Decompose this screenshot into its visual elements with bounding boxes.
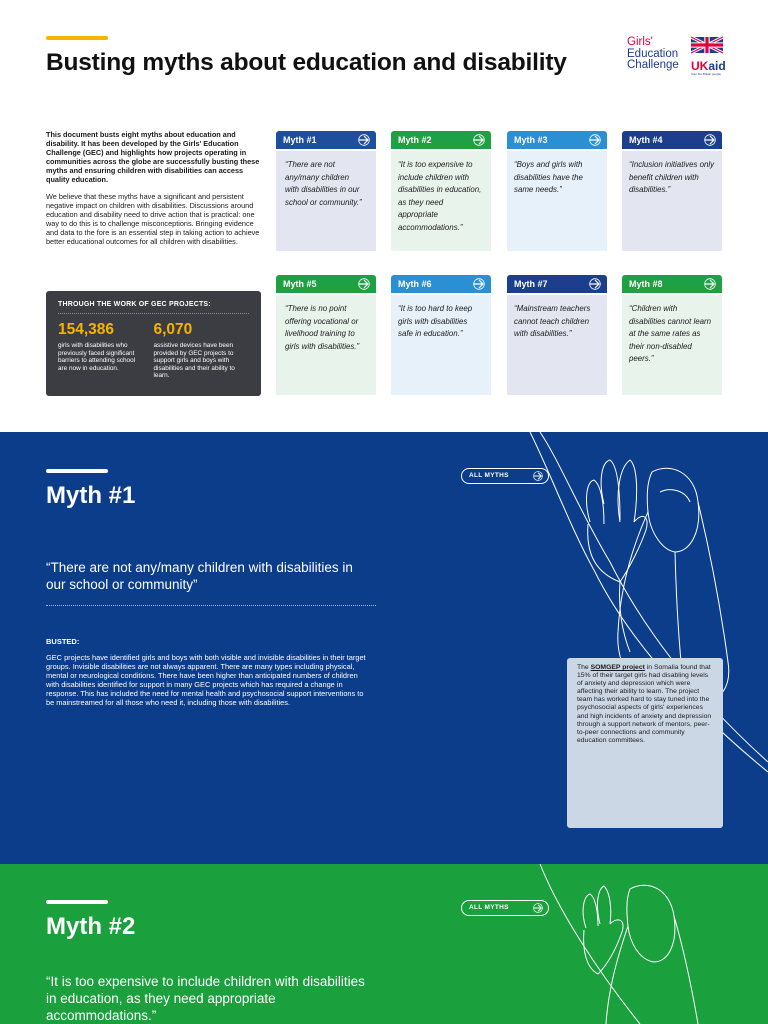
intro-text — [46, 130, 264, 246]
myth-card-8[interactable] — [622, 275, 722, 395]
arrow-right-icon — [589, 134, 601, 146]
arrow-right-icon — [473, 134, 485, 146]
busted-text: GEC projects have identified girls and boys with both visible and invisible disabilities in their target groups. Invisible disabilities are not always apparent. There are many types including physical, mental or neurological conditions. There have been higher than anticipated numbers of children with disabilities identified for support in many GEC projects which has required a change in response. This has included the need for mental health and psychosocial support interventions to be mainstreamed for all those who need it, including those with disabilities. — [46, 653, 366, 707]
myth-card-quote: “There are not any/many children with disabilities in our school or community.” — [276, 151, 376, 251]
myth-card-6[interactable] — [391, 275, 491, 395]
raised-hand-line-art — [480, 864, 768, 1024]
myth-2-quote: “It is too expensive to include children with disabilities in education, as they need appropriate accommodations.” — [46, 974, 365, 1023]
section-accent-bar — [46, 900, 108, 904]
somgep-project-link[interactable]: SOMGEP project — [590, 664, 645, 671]
union-flag-icon — [691, 36, 723, 54]
myth-1-quote: “There are not any/many children with disabilities in our school or community” — [46, 560, 353, 592]
myth-1-section — [0, 432, 768, 864]
all-myths-button[interactable]: ALL MYTHS — [461, 900, 549, 916]
myth-card-quote: “Boys and girls with disabilities have the same needs.” — [507, 151, 607, 251]
myth-card-header: Myth #4 — [622, 131, 722, 149]
myth-card-quote: “It is too expensive to include children with disabilities in education, as they need appropriate accommodations.” — [391, 151, 491, 251]
section-accent-bar — [46, 469, 108, 473]
case-study-box: The SOMGEP project in Somalia found that 15% of their target girls had disabling levels of anxiety and depression which were affecting their ability to learn. The project team has worked hard to stay tuned into the psychosocial aspects of girls' experiences and high incidents of anxiety and depression through a support network of mentors, peer-to-peer connections and community education committees. — [567, 658, 723, 828]
myth-card-7[interactable] — [507, 275, 607, 395]
myth-card-header: Myth #2 — [391, 131, 491, 149]
all-myths-button[interactable]: ALL MYTHS — [461, 468, 549, 484]
myth-card-header: Myth #7 — [507, 275, 607, 293]
myth-card-2[interactable] — [391, 131, 491, 251]
arrow-right-icon — [358, 278, 370, 290]
myth-card-header: Myth #5 — [276, 275, 376, 293]
myth-card-quote: “There is no point offering vocational or livelihood training to girls with disabilities.” — [276, 295, 376, 395]
gec-logo: Girls' Education Challenge — [627, 36, 679, 71]
title-accent-bar — [46, 36, 108, 40]
myth-card-header: Myth #3 — [507, 131, 607, 149]
myth-card-5[interactable] — [276, 275, 376, 395]
myth-card-4[interactable] — [622, 131, 722, 251]
stat-devices: 6,070 assistive devices have been provided by GEC projects to support girls and boys with disabilities and their ability to learn. — [153, 321, 235, 379]
myth-card-quote: “It is too hard to keep girls with disabilities safe in education.” — [391, 295, 491, 395]
myth-1-title: Myth #1 — [46, 482, 136, 509]
intro-body: We believe that these myths have a significant and persistent negative impact on children with disabilities. Discussions around education and disability need to drive action that is practical: one way to do this is to challenge misconceptions. Bringing evidence and data to the fore is an essential step in taking action to achieve better educational outcomes for all children with disabilities. — [46, 192, 260, 246]
ukaid-logo: UKaid from the British people — [691, 36, 723, 76]
myth-card-header: Myth #1 — [276, 131, 376, 149]
myth-card-header: Myth #6 — [391, 275, 491, 293]
arrow-right-icon — [704, 278, 716, 290]
arrow-right-icon — [589, 278, 601, 290]
arrow-right-icon — [358, 134, 370, 146]
myth-card-quote: “Children with disabilities cannot learn at the same rates as their non-disabled peers.” — [622, 295, 722, 395]
myth-card-1[interactable] — [276, 131, 376, 251]
arrow-right-icon — [704, 134, 716, 146]
arrow-right-icon — [473, 278, 485, 290]
myth-card-quote: “Mainstream teachers cannot teach children with disabilities.” — [507, 295, 607, 395]
page-title: Busting myths about education and disability — [46, 49, 567, 76]
myth-card-quote: “Inclusion initiatives only benefit children with disabilities.” — [622, 151, 722, 251]
stat-girls: 154,386 girls with disabilities who previously faced significant barriers to attending school are now in education. — [58, 321, 136, 372]
intro-lead: This document busts eight myths about education and disability. It has been developed by the Girls' Education Challenge (GEC) and highlights how projects operating in communities across the globe are successfully busting these myths and ensuring children with disabilities can access quality education. — [46, 130, 260, 184]
stats-title: THROUGH THE WORK OF GEC PROJECTS: — [58, 301, 249, 314]
divider — [46, 605, 376, 606]
busted-label: BUSTED: — [46, 637, 80, 646]
stats-box — [46, 291, 261, 396]
myth-card-3[interactable] — [507, 131, 607, 251]
myth-2-section — [0, 864, 768, 1024]
myth-2-title: Myth #2 — [46, 913, 136, 940]
arrow-right-icon — [533, 471, 543, 481]
arrow-right-icon — [533, 903, 543, 913]
myth-card-header: Myth #8 — [622, 275, 722, 293]
